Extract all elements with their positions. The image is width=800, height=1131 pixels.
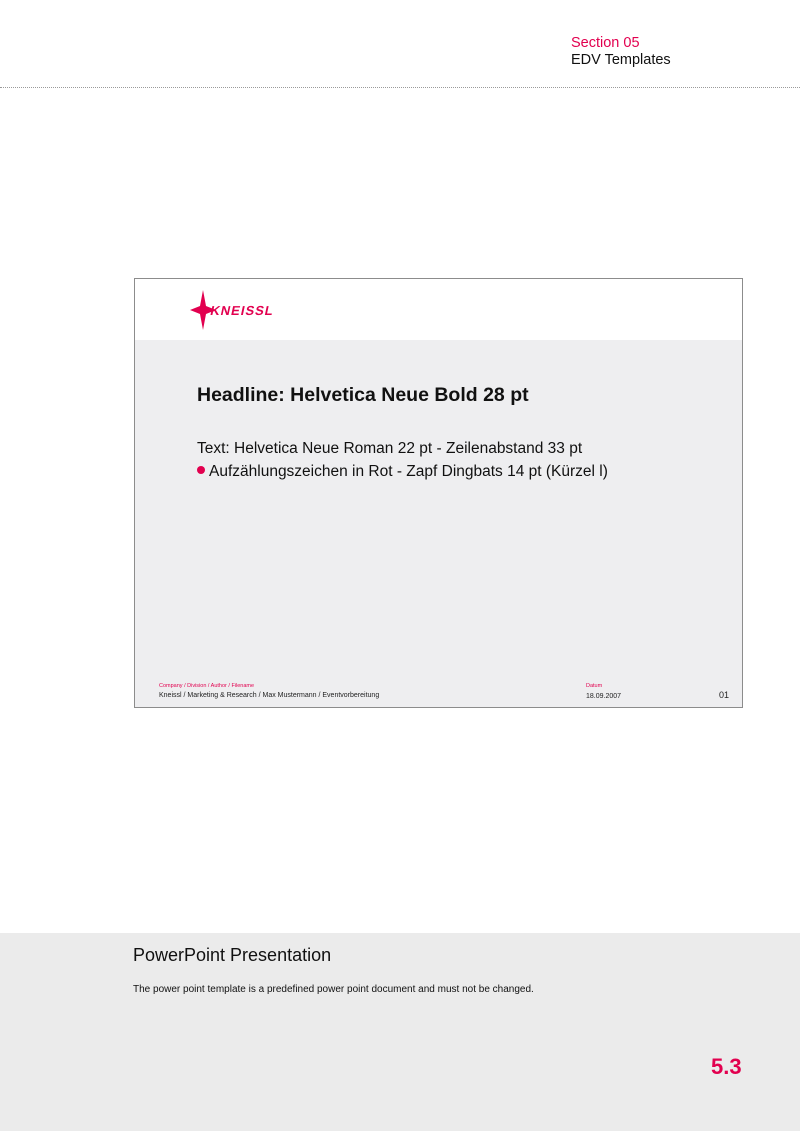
footer-date-value: 18.09.2007 [586, 693, 622, 700]
logo-wordmark: KNEISSL [209, 303, 276, 318]
page-index: 5.3 [711, 1054, 742, 1079]
slide-page-number: 01 [719, 690, 730, 700]
slide-body-text: Text: Helvetica Neue Roman 22 pt - Zeilenabstand 33 pt [197, 440, 583, 457]
footer-date-label: Datum [586, 683, 603, 689]
panel-title: PowerPoint Presentation [133, 945, 332, 965]
footer-company-value: Kneissl / Marketing & Research / Max Mustermann / Eventvorbereitung [159, 692, 380, 699]
slide-bullet-item [197, 463, 608, 481]
slide-preview [134, 278, 743, 708]
section-label: Section 05 [571, 35, 640, 51]
bullet-text: Aufzählungszeichen in Rot - Zapf Dingbats 14 pt (Kürzel l) [209, 463, 608, 480]
slide-header-band [135, 279, 742, 340]
section-title: EDV Templates [571, 52, 671, 68]
bullet-dot-icon [197, 466, 205, 474]
footer-company-label: Company / Division / Author / Filename [159, 683, 255, 689]
kneissl-logo [189, 290, 329, 330]
page-header [0, 0, 800, 88]
slide-headline: Headline: Helvetica Neue Bold 28 pt [197, 384, 529, 406]
panel-description: The power point template is a predefined power point document and must not be changed. [133, 984, 534, 995]
info-panel [0, 933, 800, 1131]
